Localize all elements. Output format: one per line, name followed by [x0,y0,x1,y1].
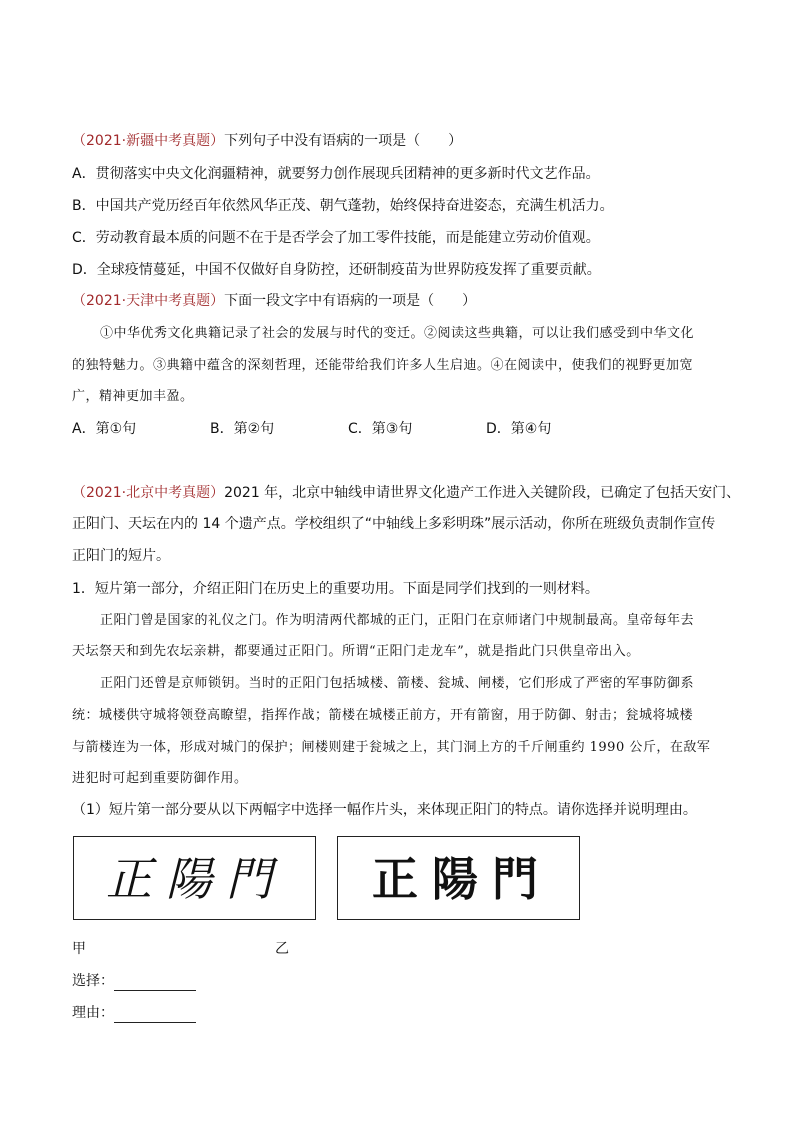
q3-intro-line-1 [72,483,740,503]
choice-label: 选择： [72,973,114,989]
q2-option-b: B．第②句 [210,421,275,437]
calligraphy-box-b [337,836,580,920]
q2-stem: 下面一段文字中有语病的一项是（ ） [224,293,477,309]
q3-material-line-3: 正阳门还曾是京师锁钥。当时的正阳门包括城楼、箭楼、瓮城、闸楼，它们形成了严密的军事防御系 [100,676,695,691]
calligraphy-a: 正陽門 [106,852,286,906]
q2-source: （2021·天津中考真题） [72,293,225,309]
q3-material-line-5: 与箭楼连为一体，形成对城门的保护；闸楼则建于瓮城之上，其门洞上方的千斤闸重约 1990 公斤，在敌军 [72,740,711,755]
q1-stem: 下列句子中没有语病的一项是（ ） [224,133,463,149]
q2-option-d: D．第④句 [486,421,552,437]
q1-option-d: D．全球疫情蔓延，中国不仅做好自身防控，还研制疫苗为世界防疫发挥了重要贡献。 [72,262,601,278]
q3-material-line-4: 统：城楼供守城将领登高瞭望，指挥作战；箭楼在城楼正前方，开有箭窗，用于防御、射击；瓮城将城楼 [72,708,694,723]
q2-passage-line-1: ①中华优秀文化典籍记录了社会的发展与时代的变迁。②阅读这些典籍，可以让我们感受到中华文化 [100,326,695,341]
q1-option-a: A．贯彻落实中央文化润疆精神，就要努力创作展现兵团精神的更多新时代文艺作品。 [72,166,600,182]
calligraphy-box-a [73,836,316,920]
q1-source: （2021·新疆中考真题） [72,133,225,149]
q2-option-a: A．第①句 [72,421,137,437]
q3-intro-line-3: 正阳门的短片。 [72,548,170,564]
q2-passage-line-2: 的独特魅力。③典籍中蕴含的深刻哲理，还能带给我们许多人生启迪。④在阅读中，使我们的视野更加宽 [72,358,694,373]
label-a: 甲 [72,941,86,957]
q2-stem-line [72,291,476,311]
reason-label: 理由： [72,1005,114,1021]
reason-row [72,1003,196,1023]
q1-option-c: C．劳动教育最本质的问题不在于是否学会了加工零件技能，而是能建立劳动价值观。 [72,230,600,246]
q3-intro-line-2: 正阳门、天坛在内的 14 个遗产点。学校组织了“中轴线上多彩明珠”展示活动，你所在班级负责制作宣传 [72,516,716,532]
q2-option-c: C．第③句 [348,421,413,437]
choice-answer-blank[interactable] [114,976,196,991]
q3-part1: 1．短片第一部分，介绍正阳门在历史上的重要功用。下面是同学们找到的一则材料。 [72,581,599,597]
q3-intro-1: 2021 年，北京中轴线申请世界文化遗产工作进入关键阶段，已确定了包括天安门、 [224,485,741,501]
label-b: 乙 [275,941,289,957]
q3-material-line-1: 正阳门曾是国家的礼仪之门。作为明清两代都城的正门，正阳门在京师诸门中规制最高。皇帝每年去 [100,613,695,628]
q2-passage-line-3: 广，精神更加丰盈。 [72,389,194,404]
calligraphy-b: 正陽門 [372,852,552,906]
q1-option-b: B．中国共产党历经百年依然风华正茂、朝气蓬勃，始终保持奋进姿态，充满生机活力。 [72,198,614,214]
q1-stem-line [72,131,462,151]
q3-material-line-2: 天坛祭天和到先农坛亲耕，都要通过正阳门。所谓“正阳门走龙车”，就是指此门只供皇帝出入。 [72,644,640,659]
q3-sub1: （1）短片第一部分要从以下两幅字中选择一幅作片头，来体现正阳门的特点。请你选择并说明理由。 [72,802,697,818]
q3-source: （2021·北京中考真题） [72,485,225,501]
q3-material-line-6: 进犯时可起到重要防御作用。 [72,771,248,786]
reason-answer-blank[interactable] [114,1008,196,1023]
choice-row [72,971,196,991]
